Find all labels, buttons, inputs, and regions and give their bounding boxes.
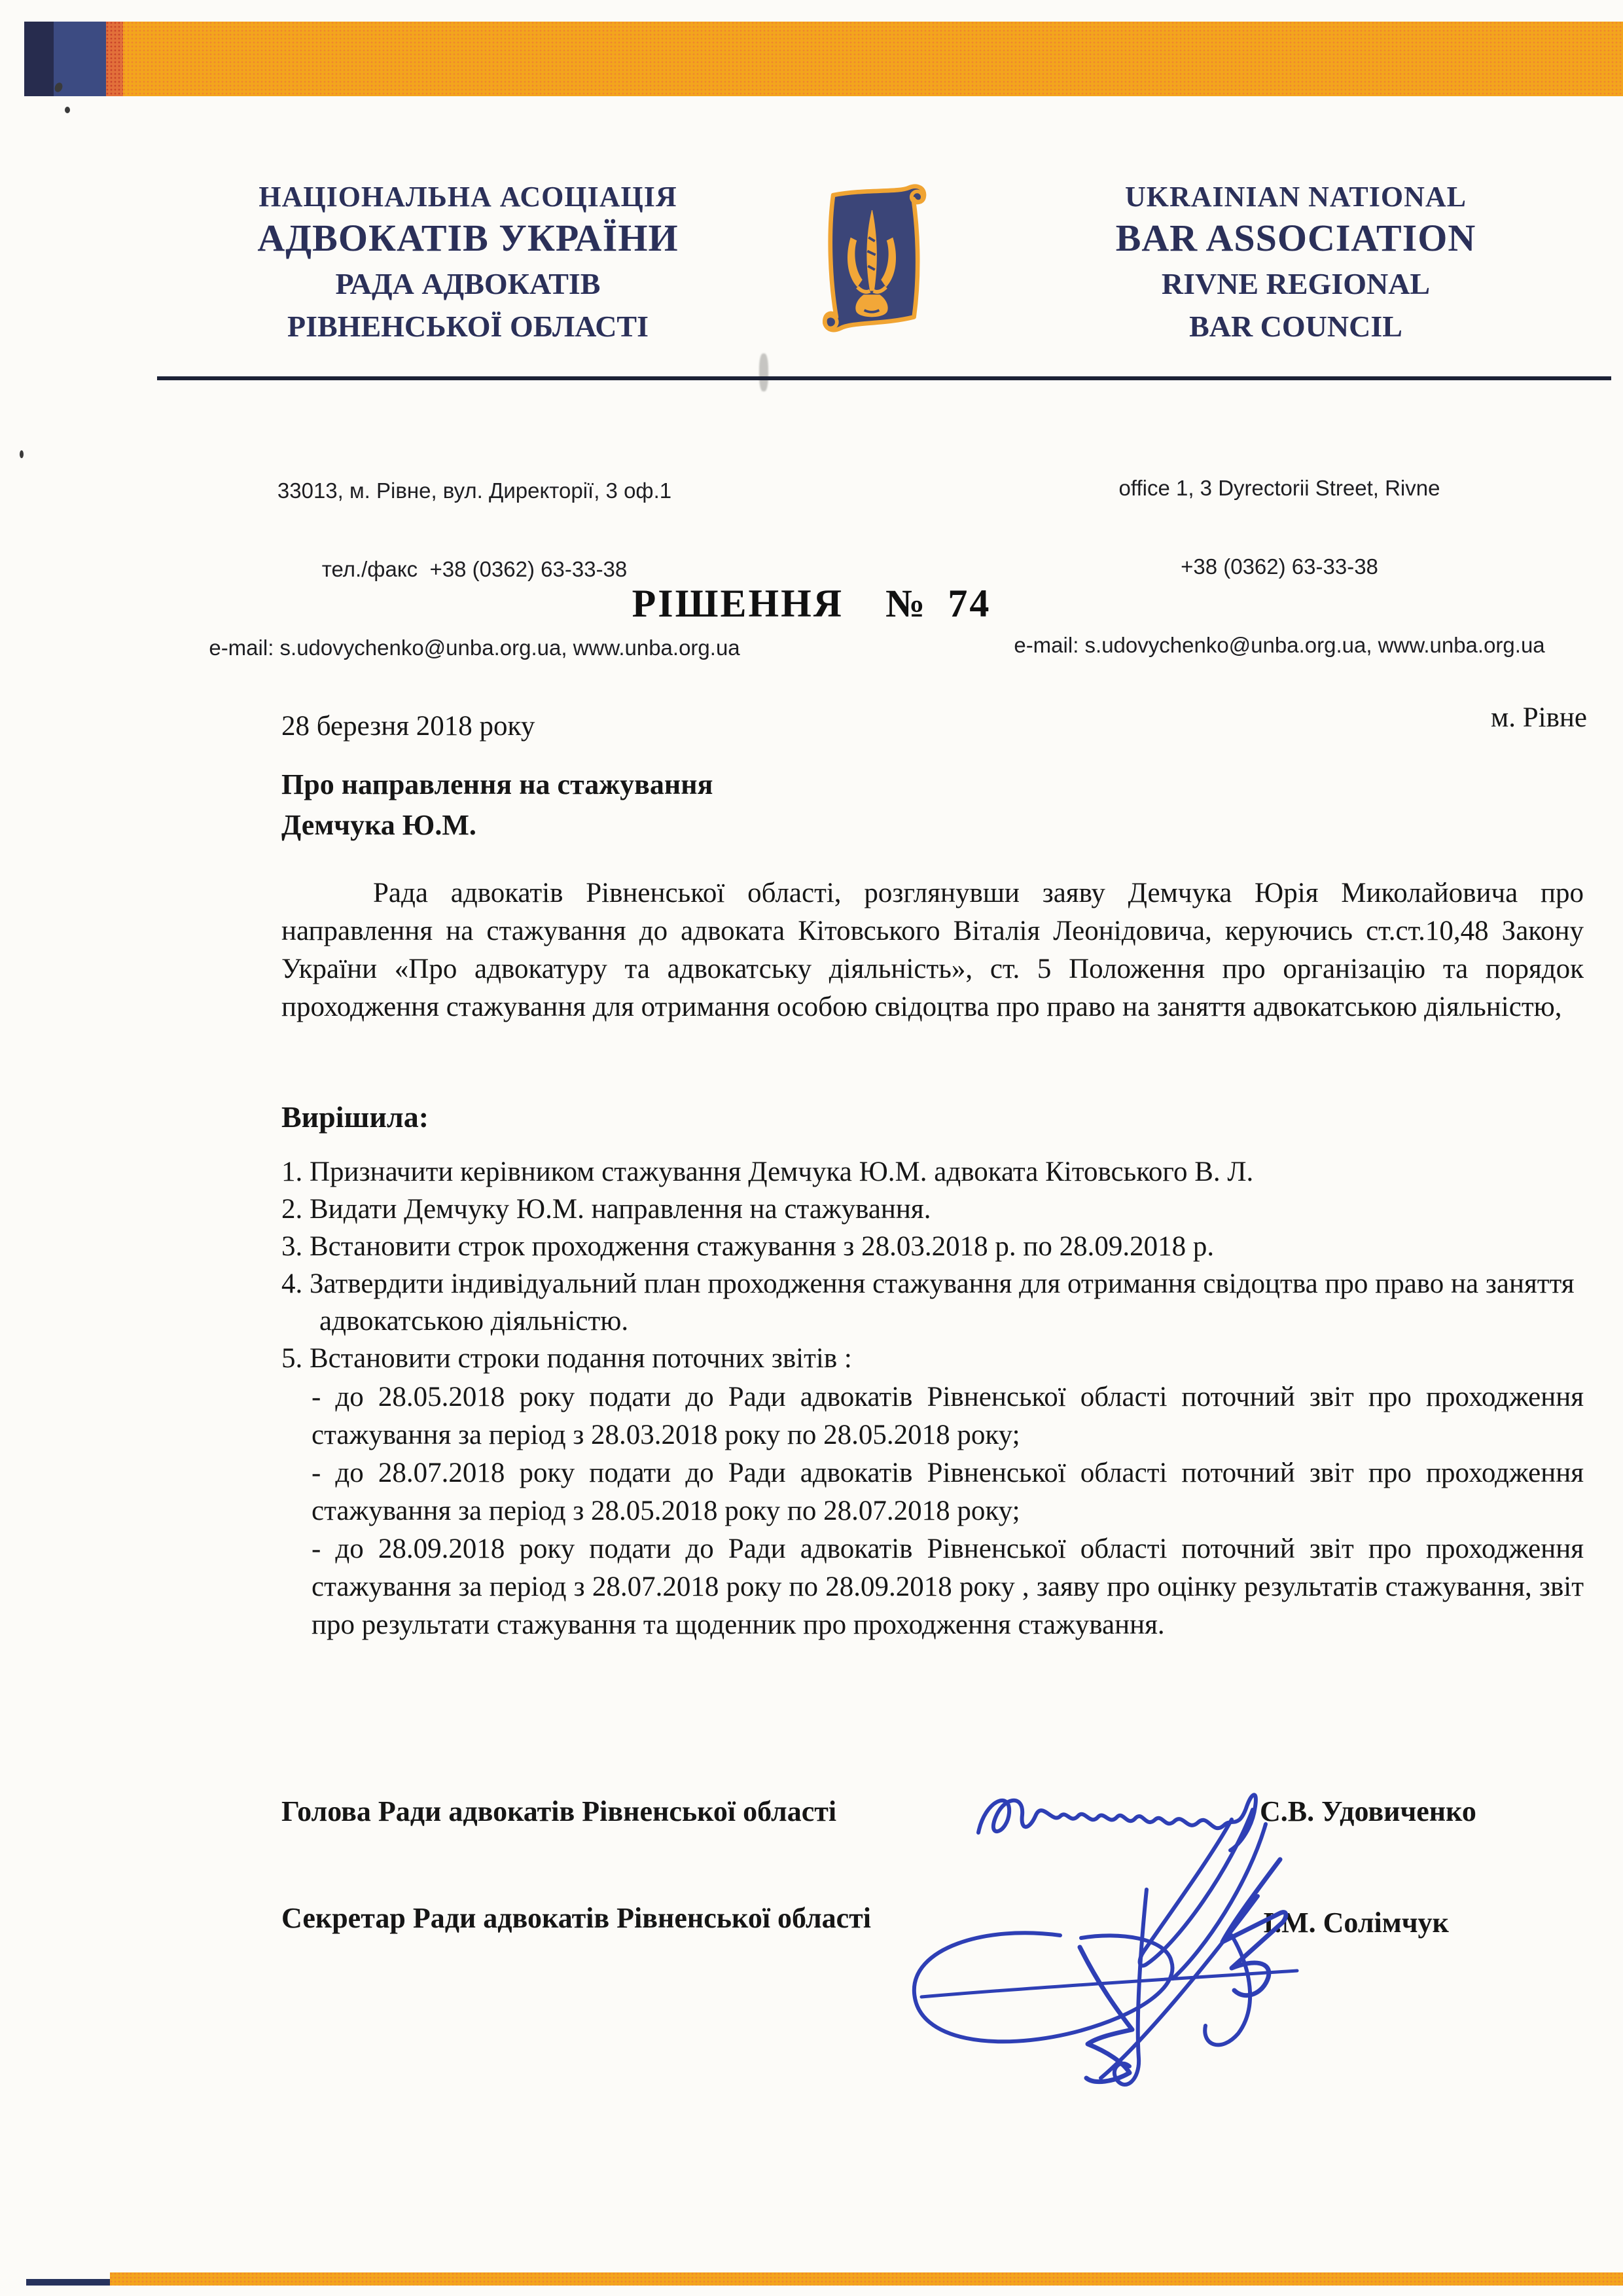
resolution-item-4: 4. Затвердити індивідуальний план проходження стажування для отримання свідоцтва про право на заняття адвокатською діяльністю. xyxy=(281,1268,1575,1336)
subject-line1: Про направлення на стажування xyxy=(281,768,713,800)
scan-speck xyxy=(20,450,24,458)
letterhead-divider-rule xyxy=(157,376,1611,380)
report-deadline-2: - до 28.07.2018 року подати до Ради адвокатів Рівненської області поточний звіт про проходження стажування за період з 28.05.2018 року по 28.07.2018 року; xyxy=(312,1458,1584,1526)
report-deadlines-list xyxy=(312,1378,1584,1644)
org-ua-line2: АДВОКАТІВ УКРАЇНИ xyxy=(257,217,679,259)
decision-title: РІШЕННЯ № 74 xyxy=(632,582,991,625)
resolution-item-3: 3. Встановити строк проходження стажування з 28.03.2018 р. по 28.09.2018 р. xyxy=(281,1231,1215,1262)
resolution-item-2: 2. Видати Демчуку Ю.М. направлення на стажування. xyxy=(281,1194,931,1225)
contact-en-email: e-mail: s.udovychenko@unba.org.ua, www.unba.org.ua xyxy=(1014,633,1545,657)
band-yellow-segment xyxy=(110,2272,1623,2286)
org-en-line2: BAR ASSOCIATION xyxy=(1115,217,1476,259)
handwritten-signatures-ink xyxy=(864,1770,1322,2137)
band-navy-segment xyxy=(24,22,54,96)
resolution-items-list xyxy=(281,1153,1587,1377)
band-navy-segment xyxy=(26,2279,110,2286)
org-ua-line4: РІВНЕНСЬКОЇ ОБЛАСТІ xyxy=(287,310,649,343)
resolution-item-1: 1. Призначити керівником стажування Демчука Ю.М. адвоката Кітовського В. Л. xyxy=(281,1157,1254,1187)
contact-en-phone: +38 (0362) 63-33-38 xyxy=(1181,554,1378,579)
top-color-band xyxy=(24,22,1623,96)
decision-date: 28 березня 2018 року xyxy=(281,711,535,742)
band-yellow-segment xyxy=(123,22,1623,96)
signature-name-secretary: І.М. Солімчук xyxy=(1263,1907,1449,1939)
resolution-item-5: 5. Встановити строки подання поточних звітів : xyxy=(281,1343,852,1374)
contact-ua-email: e-mail: s.udovychenko@unba.org.ua, www.unba.org.ua xyxy=(209,636,740,660)
decision-place: м. Рівне xyxy=(1491,702,1587,733)
letterhead-ukrainian xyxy=(196,178,740,346)
contact-ua-phone: тел./факс +38 (0362) 63-33-38 xyxy=(321,557,628,581)
subject-line2: Демчука Ю.М. xyxy=(281,809,476,841)
report-deadline-3: - до 28.09.2018 року подати до Ради адвокатів Рівненської області поточний звіт про проходження стажування за період з 28.07.2018 року по 28.09.2018 року , заяву про оцінку результатів стажування, звіт про результати стажування та щоденник про проходження стажування. xyxy=(312,1534,1584,1640)
org-ua-line1: НАЦІОНАЛЬНА АСОЦІАЦІЯ xyxy=(259,181,677,213)
report-deadline-1: - до 28.05.2018 року подати до Ради адвокатів Рівненської області поточний звіт про проходження стажування за період з 28.03.2018 року по 28.05.2018 року; xyxy=(312,1382,1584,1450)
signature-name-head: С.В. Удовиченко xyxy=(1260,1795,1476,1827)
decision-preamble: Рада адвокатів Рівненської області, розглянувши заяву Демчука Юрія Миколайовича про направлення на стажування до адвоката Кітовського Віталія Леонідовича, керуючись ст.ст.10,48 Закону України «Про адвокатуру та адвокатську діяльність», ст. 5 Положення про організацію та порядок проходження стажування для отримання особою свідоцтва про право на заняття адвокатською діяльністю, xyxy=(281,878,1584,1022)
contact-block-ukrainian xyxy=(151,425,798,713)
signature-role-head: Голова Ради адвокатів Рівненської області xyxy=(281,1795,837,1827)
signature-role-secretary: Секретар Ради адвокатів Рівненської області xyxy=(281,1902,872,1934)
org-en-line4: BAR COUNCIL xyxy=(1189,310,1402,343)
scan-smudge xyxy=(759,353,768,391)
contact-ua-address: 33013, м. Рівне, вул. Директорії, 3 оф.1 xyxy=(277,478,672,503)
contact-en-address: office 1, 3 Dyrectorii Street, Rivne xyxy=(1118,476,1440,500)
decision-subject xyxy=(281,764,713,846)
org-en-line1: UKRAINIAN NATIONAL xyxy=(1124,181,1467,213)
unba-scroll-trident-logo-icon xyxy=(810,181,934,338)
resolved-heading: Вирішила: xyxy=(281,1100,429,1134)
band-orange-red-segment xyxy=(106,22,123,96)
org-en-line3: RIVNE REGIONAL xyxy=(1161,267,1431,300)
scan-speck xyxy=(65,107,70,113)
bottom-color-band xyxy=(26,2272,1623,2286)
letterhead-english xyxy=(1021,178,1571,346)
contact-block-english xyxy=(949,423,1610,711)
org-ua-line3: РАДА АДВОКАТІВ xyxy=(335,267,601,300)
